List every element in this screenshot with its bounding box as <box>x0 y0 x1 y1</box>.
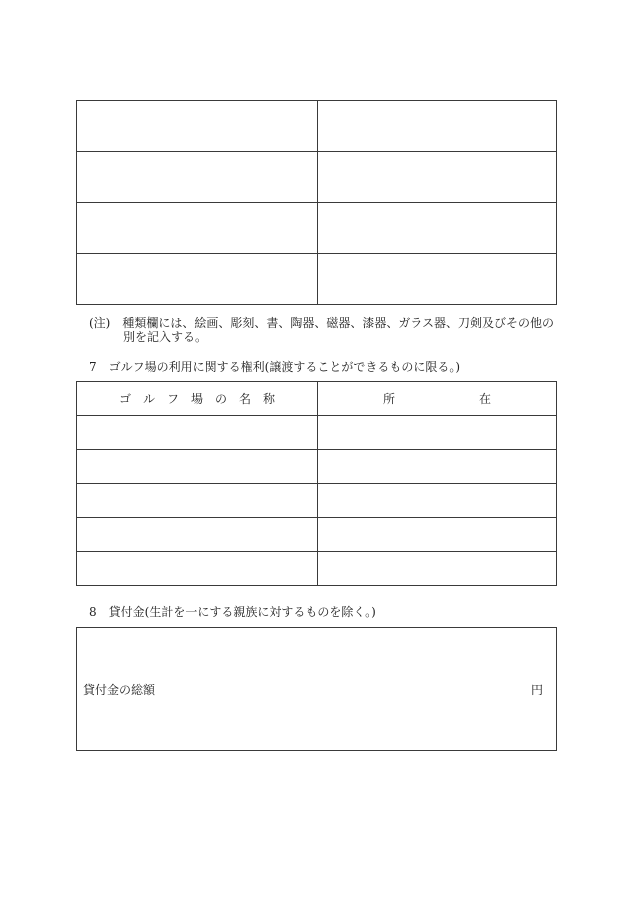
table-cell <box>318 552 557 586</box>
table-cell <box>318 518 557 552</box>
table-cell <box>77 484 318 518</box>
items-table <box>76 100 557 305</box>
table-row <box>77 254 557 305</box>
table-cell <box>77 416 318 450</box>
table-row <box>77 450 557 484</box>
table-cell <box>318 484 557 518</box>
note-text-continued: 別を記入する。 <box>123 330 208 344</box>
table-row <box>77 518 557 552</box>
table-cell <box>318 152 557 203</box>
table-cell <box>77 203 318 254</box>
table-row <box>77 152 557 203</box>
column-header-location: 所 在 <box>318 382 557 416</box>
loan-total-label: 貸付金の総額 <box>83 683 156 697</box>
table-row <box>77 552 557 586</box>
table-row <box>77 203 557 254</box>
table-cell <box>318 203 557 254</box>
table-cell <box>318 101 557 152</box>
table-cell <box>77 450 318 484</box>
table-cell <box>318 416 557 450</box>
table-cell <box>77 552 318 586</box>
table-cell <box>77 101 318 152</box>
table-cell <box>318 450 557 484</box>
table-row <box>77 484 557 518</box>
section-7-title: 7 ゴルフ場の利用に関する権利(譲渡することができるものに限る。) <box>89 360 461 374</box>
table-cell <box>77 152 318 203</box>
loan-total-box <box>76 627 557 751</box>
section-8-title: 8 貸付金(生計を一にする親族に対するものを除く。) <box>89 605 376 619</box>
currency-unit: 円 <box>530 683 543 697</box>
column-header-golf-course-name: ゴ ル フ 場 の 名 称 <box>77 382 318 416</box>
table-row <box>77 416 557 450</box>
table-cell <box>77 518 318 552</box>
table-cell <box>318 254 557 305</box>
golf-rights-table <box>76 381 557 586</box>
table-row <box>77 101 557 152</box>
note-text: (注) 種類欄には、絵画、彫刻、書、陶器、磁器、漆器、ガラス器、刀剣及びその他の <box>89 316 555 330</box>
table-cell <box>77 254 318 305</box>
table-header-row <box>77 382 557 416</box>
